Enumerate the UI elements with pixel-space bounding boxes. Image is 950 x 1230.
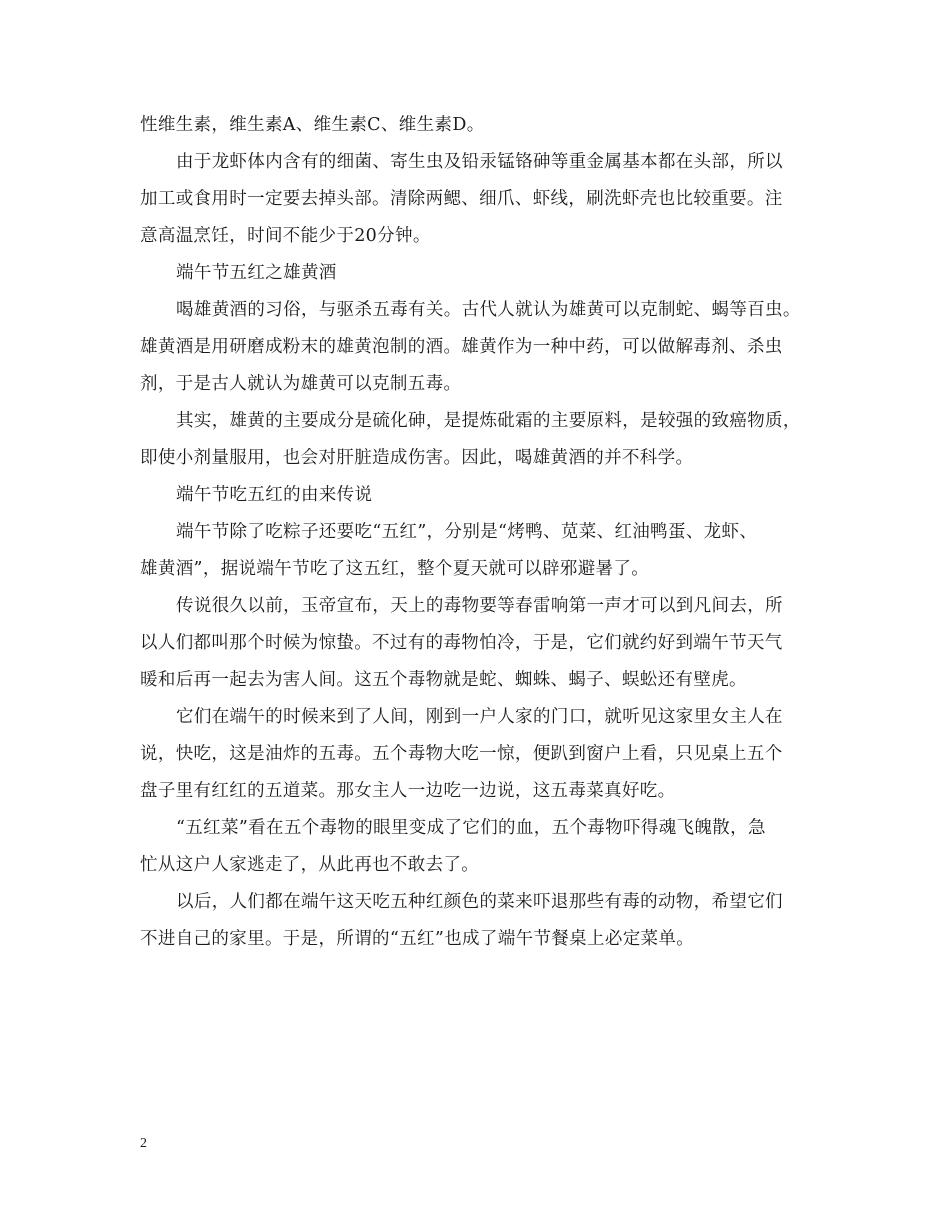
text-line: 它们在端午的时候来到了人间，刚到一户人家的门口，就听见这家里女主人在 [176,707,783,727]
text-line: 端午节除了吃粽子还要吃“五红”，分别是“烤鸭、苋菜、红油鸭蛋、龙虾、 [176,522,758,542]
text-line: 说，快吃，这是油炸的五毒。五个毒物大吃一惊，便趴到窗户上看，只见桌上五个 [140,744,783,764]
text-line: 雄黄酒”，据说端午节吃了这五红，整个夏天就可以辟邪避暑了。 [140,559,650,579]
text-line: 喝雄黄酒的习俗，与驱杀五毒有关。古代人就认为雄黄可以克制蛇、蝎等百虫。 [176,300,801,320]
text-line: “五红菜”看在五个毒物的眼里变成了它们的血，五个毒物吓得魂飞魄散，急 [176,818,766,838]
text-line: 忙从这户人家逃走了，从此再也不敢去了。 [140,855,480,875]
text-line: 不进自己的家里。于是，所谓的“五红”也成了端午节餐桌上必定菜单。 [140,929,695,949]
text-line: 以人们都叫那个时候为惊蛰。不过有的毒物怕冷，于是，它们就约好到端午节天气 [140,633,783,653]
text-line: 由于龙虾体内含有的细菌、寄生虫及铅汞锰铬砷等重金属基本都在头部，所以 [176,152,783,172]
text-line: 加工或食用时一定要去掉头部。清除两鳃、细爪、虾线，刷洗虾壳也比较重要。注 [140,189,783,209]
text-line: 雄黄酒是用研磨成粉末的雄黄泡制的酒。雄黄作为一种中药，可以做解毒剂、杀虫 [140,337,783,357]
text-line: 其实，雄黄的主要成分是硫化砷，是提炼砒霜的主要原料，是较强的致癌物质， [176,411,801,431]
text-line: 性维生素，维生素A、维生素C、维生素D。 [140,115,485,135]
text-line: 以后，人们都在端午这天吃五种红颜色的菜来吓退那些有毒的动物，希望它们 [176,892,783,912]
section-heading: 端午节吃五红的由来传说 [176,485,373,505]
text-line: 传说很久以前，玉帝宣布，天上的毒物要等春雷响第一声才可以到凡间去，所 [176,596,783,616]
text-line: 暖和后再一起去为害人间。这五个毒物就是蛇、蜘蛛、蝎子、蜈蚣还有壁虎。 [140,670,747,690]
text-line: 意高温烹饪，时间不能少于20分钟。 [140,226,431,246]
page-number: 2 [140,1136,147,1151]
text-line: 盘子里有红红的五道菜。那女主人一边吃一边说，这五毒菜真好吃。 [140,781,676,801]
text-line: 即使小剂量服用，也会对肝脏造成伤害。因此，喝雄黄酒的并不科学。 [140,448,694,468]
text-line: 剂，于是古人就认为雄黄可以克制五毒。 [140,374,462,394]
section-heading: 端午节五红之雄黄酒 [176,263,337,283]
